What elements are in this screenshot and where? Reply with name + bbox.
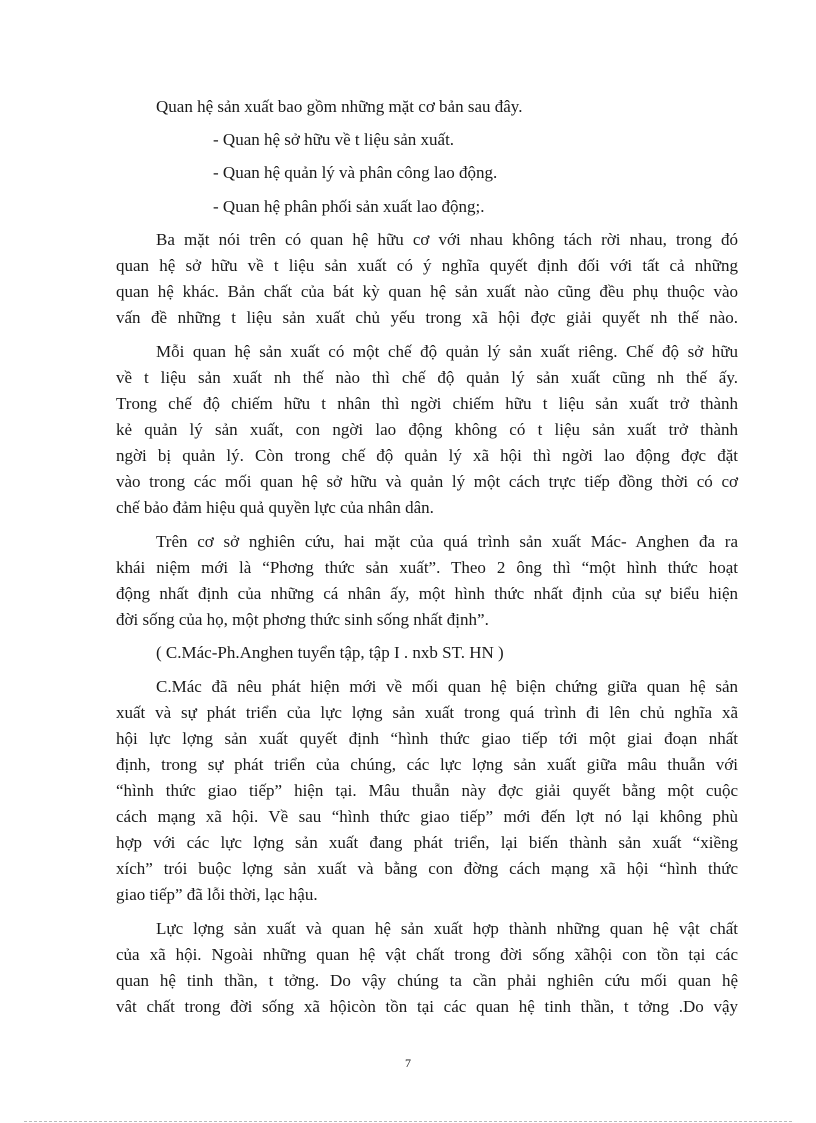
- paragraph-line: động nhất định của những cá nhân ấy, một hình thức nhất định của sự biểu hiện: [116, 584, 738, 603]
- page-bottom-divider: [24, 1121, 792, 1122]
- paragraph-line: định, trong sự phát triển của chúng, các lực lợng sản xuất giữa mâu thuẫn với: [116, 755, 738, 774]
- paragraph-line: Trong chế độ chiếm hữu t nhân thì ngời chiếm hữu t liệu sản xuất trở thành: [116, 394, 738, 413]
- paragraph-line: đời sống của họ, một phơng thức sinh sống nhất định”.: [116, 610, 489, 629]
- paragraph-line: về t liệu sản xuất nh thế nào thì chế độ quản lý sản xuất cũng nh thế ấy.: [116, 368, 738, 387]
- paragraph-line: quan hệ khác. Bản chất của bát kỳ quan hệ sản xuất nào cũng đều phụ thuộc vào: [116, 282, 738, 301]
- paragraph-line: “hình thức giao tiếp” hiện tại. Mâu thuẫn này đợc giải quyết bằng một cuộc: [116, 781, 738, 800]
- paragraph-line: hợp với các lực lợng sản xuất đang phát triển, lại biến thành sản xuất “xiềng: [116, 833, 738, 852]
- page-number: 7: [405, 1056, 411, 1070]
- paragraph-line: chế bảo đảm hiệu quả quyền lực của nhân dân.: [116, 498, 434, 517]
- paragraph-line: quan hệ tinh thần, t tởng. Do vậy chúng ta cần phải nghiên cứu mối quan hệ: [116, 971, 738, 990]
- citation: ( C.Mác-Ph.Anghen tuyển tập, tập I . nxb ST. HN ): [156, 643, 504, 662]
- intro-line: Quan hệ sản xuất bao gồm những mặt cơ bản sau đây.: [156, 97, 523, 116]
- paragraph-line: cách mạng xã hội. Về sau “hình thức giao tiếp” mới đến lợt nó lại không phù: [116, 807, 738, 826]
- paragraph-line: quan hệ sở hữu về t liệu sản xuất có ý nghĩa quyết định đối với tất cả những: [116, 256, 738, 275]
- paragraph-line: vào trong các mối quan hệ sở hữu và quản lý một cách trực tiếp đồng thời có cơ: [116, 472, 738, 491]
- paragraph-line: hội lực lợng sản xuất quyết định “hình thức giao tiếp tới một giai đoạn nhất: [116, 729, 738, 748]
- paragraph-line: vât chất trong đời sống xã hộicòn tồn tại các quan hệ tinh thần, t tởng .Do vậy: [116, 997, 738, 1016]
- paragraph-line: C.Mác đã nêu phát hiện mới về mối quan hệ biện chứng giữa quan hệ sản: [156, 677, 738, 696]
- paragraph-line: ngời bị quản lý. Còn trong chế độ quản lý xã hội thì ngời lao động đợc đặt: [116, 446, 738, 465]
- paragraph-line: của xã hội. Ngoài những quan hệ vật chất trong đời sống xãhội con tồn tại các: [116, 945, 738, 964]
- paragraph-line: vấn đề những t liệu sản xuất chủ yếu trong xã hội đợc giải quyết nh thế nào.: [116, 308, 738, 327]
- paragraph-line: Trên cơ sở nghiên cứu, hai mặt của quá trình sản xuất Mác- Anghen đa ra: [156, 532, 738, 551]
- bullet-item: - Quan hệ sở hữu về t liệu sản xuất.: [213, 130, 455, 149]
- paragraph-line: Ba mặt nói trên có quan hệ hữu cơ với nhau không tách rời nhau, trong đó: [156, 230, 738, 249]
- paragraph-line: khái niệm mới là “Phơng thức sản xuất”. Theo 2 ông thì “một hình thức hoạt: [116, 558, 738, 577]
- paragraph-line: kẻ quản lý sản xuất, con ngời lao động không có t liệu sản xuất trở thành: [116, 420, 738, 439]
- paragraph-line: Lực lợng sản xuất và quan hệ sản xuất hợp thành những quan hệ vật chất: [156, 919, 738, 938]
- bullet-item: - Quan hệ quản lý và phân công lao động.: [213, 163, 498, 182]
- bullet-item: - Quan hệ phân phối sản xuất lao động;.: [213, 197, 485, 216]
- paragraph-line: xuất và sự phát triển của lực lợng sản xuất trong quá trình đi lên chủ nghĩa xã: [116, 703, 738, 722]
- paragraph-line: xích” trói buộc lợng sản xuất và bằng con đờng cách mạng xã hội “hình thức: [116, 859, 738, 878]
- paragraph-line: Mỗi quan hệ sản xuất có một chế độ quản lý sản xuất riêng. Chế độ sở hữu: [156, 342, 738, 361]
- paragraph-line: giao tiếp” đã lỗi thời, lạc hậu.: [116, 885, 318, 904]
